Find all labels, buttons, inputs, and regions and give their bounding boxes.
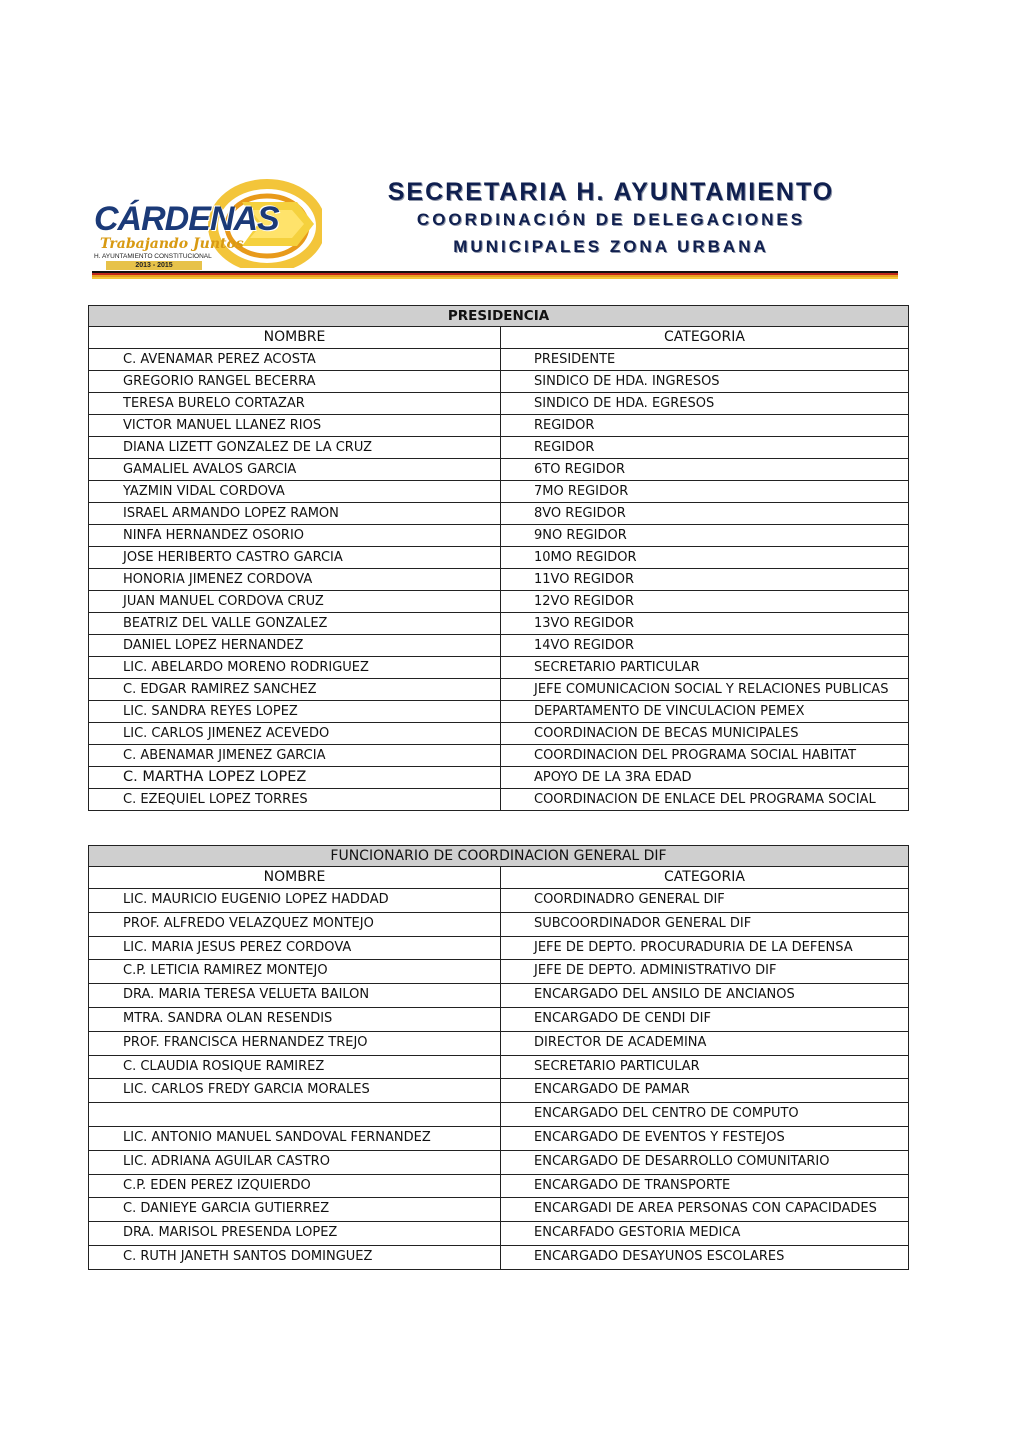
categoria-cell: COORDINACION DE ENLACE DEL PROGRAMA SOCIAL — [501, 789, 909, 811]
table-row — [89, 459, 909, 481]
table-row — [89, 745, 909, 767]
categoria-cell: 13VO REGIDOR — [501, 613, 909, 635]
nombre-cell: MTRA. SANDRA OLAN RESENDIS — [89, 1007, 501, 1031]
categoria-cell: REGIDOR — [501, 415, 909, 437]
nombre-cell: TERESA BURELO CORTAZAR — [89, 393, 501, 415]
table-row — [89, 503, 909, 525]
categoria-cell: 11VO REGIDOR — [501, 569, 909, 591]
table-row — [89, 1126, 909, 1150]
nombre-cell: GREGORIO RANGEL BECERRA — [89, 371, 501, 393]
categoria-cell: REGIDOR — [501, 437, 909, 459]
categoria-cell: ENCARGADO DE EVENTOS Y FESTEJOS — [501, 1126, 909, 1150]
table-row — [89, 1007, 909, 1031]
table-row — [89, 1174, 909, 1198]
categoria-cell: SUBCOORDINADOR GENERAL DIF — [501, 912, 909, 936]
presidencia-table — [88, 305, 909, 811]
table-row — [89, 437, 909, 459]
categoria-cell: ENCARGADI DE AREA PERSONAS CON CAPACIDADES — [501, 1198, 909, 1222]
table-row — [89, 393, 909, 415]
nombre-cell: GAMALIEL AVALOS GARCIA — [89, 459, 501, 481]
nombre-cell: JUAN MANUEL CORDOVA CRUZ — [89, 591, 501, 613]
categoria-cell: ENCARGADO DEL ANSILO DE ANCIANOS — [501, 984, 909, 1008]
table-row — [89, 723, 909, 745]
logo-wordmark: CÁRDENAS — [94, 200, 279, 238]
nombre-cell: C. ABENAMAR JIMENEZ GARCIA — [89, 745, 501, 767]
table-row — [89, 701, 909, 723]
nombre-cell: BEATRIZ DEL VALLE GONZALEZ — [89, 613, 501, 635]
table-row — [89, 657, 909, 679]
nombre-cell: ISRAEL ARMANDO LOPEZ RAMON — [89, 503, 501, 525]
page-title: SECRETARIA H. AYUNTAMIENTO — [387, 178, 835, 206]
categoria-cell: APOYO DE LA 3RA EDAD — [501, 767, 909, 789]
categoria-cell: JEFE COMUNICACION SOCIAL Y RELACIONES PUBLICAS — [501, 679, 909, 701]
nombre-cell: NINFA HERNANDEZ OSORIO — [89, 525, 501, 547]
nombre-cell: C. EZEQUIEL LOPEZ TORRES — [89, 789, 501, 811]
categoria-cell: COORDINADRO GENERAL DIF — [501, 889, 909, 913]
dif-title: FUNCIONARIO DE COORDINACION GENERAL DIF — [89, 846, 909, 867]
categoria-cell: JEFE DE DEPTO. ADMINISTRATIVO DIF — [501, 960, 909, 984]
categoria-cell: DEPARTAMENTO DE VINCULACION PEMEX — [501, 701, 909, 723]
column-header-nombre: NOMBRE — [89, 867, 501, 889]
table-row — [89, 789, 909, 811]
rule-yellow — [92, 277, 898, 279]
nombre-cell — [89, 1103, 501, 1127]
table-row — [89, 371, 909, 393]
column-header-categoria: CATEGORIA — [501, 327, 909, 349]
table-row — [89, 525, 909, 547]
table-row — [89, 415, 909, 437]
nombre-cell: HONORIA JIMENEZ CORDOVA — [89, 569, 501, 591]
nombre-cell: LIC. MARIA JESUS PEREZ CORDOVA — [89, 936, 501, 960]
table-row — [89, 569, 909, 591]
table-row — [89, 591, 909, 613]
table-row — [89, 679, 909, 701]
nombre-cell: PROF. ALFREDO VELAZQUEZ MONTEJO — [89, 912, 501, 936]
table-row — [89, 1150, 909, 1174]
table-row — [89, 960, 909, 984]
table-row — [89, 1055, 909, 1079]
categoria-cell: SINDICO DE HDA. EGRESOS — [501, 393, 909, 415]
document-header — [92, 172, 898, 272]
page-subtitle-line2: MUNICIPALES ZONA URBANA — [453, 237, 769, 256]
nombre-cell: C. DANIEYE GARCIA GUTIERREZ — [89, 1198, 501, 1222]
nombre-cell: LIC. SANDRA REYES LOPEZ — [89, 701, 501, 723]
categoria-cell: 10MO REGIDOR — [501, 547, 909, 569]
table-row — [89, 912, 909, 936]
categoria-cell: SECRETARIO PARTICULAR — [501, 657, 909, 679]
categoria-cell: SECRETARIO PARTICULAR — [501, 1055, 909, 1079]
table-row — [89, 635, 909, 657]
nombre-cell: YAZMIN VIDAL CORDOVA — [89, 481, 501, 503]
header-color-rule — [92, 271, 898, 279]
table-row — [89, 984, 909, 1008]
column-header-nombre: NOMBRE — [89, 327, 501, 349]
categoria-cell: JEFE DE DEPTO. PROCURADURIA DE LA DEFENSA — [501, 936, 909, 960]
table-row — [89, 1103, 909, 1127]
dif-rows — [89, 889, 909, 1270]
nombre-cell: C. CLAUDIA ROSIQUE RAMIREZ — [89, 1055, 501, 1079]
categoria-cell: COORDINACION DEL PROGRAMA SOCIAL HABITAT — [501, 745, 909, 767]
categoria-cell: ENCARGADO DE DESARROLLO COMUNITARIO — [501, 1150, 909, 1174]
nombre-cell: LIC. ADRIANA AGUILAR CASTRO — [89, 1150, 501, 1174]
nombre-cell: LIC. ANTONIO MANUEL SANDOVAL FERNANDEZ — [89, 1126, 501, 1150]
table-row — [89, 936, 909, 960]
categoria-cell: 12VO REGIDOR — [501, 591, 909, 613]
table-row — [89, 889, 909, 913]
table-row — [89, 767, 909, 789]
nombre-cell: LIC. MAURICIO EUGENIO LOPEZ HADDAD — [89, 889, 501, 913]
nombre-cell: C. MARTHA LOPEZ LOPEZ — [89, 767, 501, 789]
categoria-cell: ENCARGADO DEL CENTRO DE COMPUTO — [501, 1103, 909, 1127]
table-row — [89, 547, 909, 569]
nombre-cell: PROF. FRANCISCA HERNANDEZ TREJO — [89, 1031, 501, 1055]
presidencia-title: PRESIDENCIA — [89, 306, 909, 327]
categoria-cell: SINDICO DE HDA. INGRESOS — [501, 371, 909, 393]
nombre-cell: C. AVENAMAR PEREZ ACOSTA — [89, 349, 501, 371]
nombre-cell: C.P. LETICIA RAMIREZ MONTEJO — [89, 960, 501, 984]
table-row — [89, 1198, 909, 1222]
nombre-cell: LIC. ABELARDO MORENO RODRIGUEZ — [89, 657, 501, 679]
dif-table — [88, 845, 909, 1270]
nombre-cell: DRA. MARISOL PRESENDA LOPEZ — [89, 1222, 501, 1246]
page-subtitle-line1: COORDINACIÓN DE DELEGACIONES — [416, 210, 806, 229]
nombre-cell: JOSE HERIBERTO CASTRO GARCIA — [89, 547, 501, 569]
nombre-cell: C. RUTH JANETH SANTOS DOMINGUEZ — [89, 1245, 501, 1269]
column-header-categoria: CATEGORIA — [501, 867, 909, 889]
table-row — [89, 1222, 909, 1246]
table-row — [89, 613, 909, 635]
logo-slogan: Trabajando Juntos — [100, 236, 244, 252]
categoria-cell: 14VO REGIDOR — [501, 635, 909, 657]
logo-years: 2013 - 2015 — [106, 261, 202, 270]
categoria-cell: ENCARFADO GESTORIA MEDICA — [501, 1222, 909, 1246]
cardenas-logo — [92, 176, 322, 268]
categoria-cell: ENCARGADO DE TRANSPORTE — [501, 1174, 909, 1198]
header-titles — [324, 178, 898, 257]
categoria-cell: 8VO REGIDOR — [501, 503, 909, 525]
nombre-cell: DIANA LIZETT GONZALEZ DE LA CRUZ — [89, 437, 501, 459]
categoria-cell: PRESIDENTE — [501, 349, 909, 371]
nombre-cell: C. EDGAR RAMIREZ SANCHEZ — [89, 679, 501, 701]
nombre-cell: DRA. MARIA TERESA VELUETA BAILON — [89, 984, 501, 1008]
presidencia-rows — [89, 349, 909, 811]
categoria-cell: ENCARGADO DE PAMAR — [501, 1079, 909, 1103]
categoria-cell: 7MO REGIDOR — [501, 481, 909, 503]
categoria-cell: 9NO REGIDOR — [501, 525, 909, 547]
nombre-cell: LIC. CARLOS JIMENEZ ACEVEDO — [89, 723, 501, 745]
categoria-cell: ENCARGADO DESAYUNOS ESCOLARES — [501, 1245, 909, 1269]
categoria-cell: DIRECTOR DE ACADEMINA — [501, 1031, 909, 1055]
nombre-cell: VICTOR MANUEL LLANEZ RIOS — [89, 415, 501, 437]
logo-institution: H. AYUNTAMIENTO CONSTITUCIONAL — [94, 253, 212, 260]
table-row — [89, 1031, 909, 1055]
nombre-cell: C.P. EDEN PEREZ IZQUIERDO — [89, 1174, 501, 1198]
table-row — [89, 1245, 909, 1269]
categoria-cell: COORDINACION DE BECAS MUNICIPALES — [501, 723, 909, 745]
categoria-cell: 6TO REGIDOR — [501, 459, 909, 481]
table-row — [89, 481, 909, 503]
table-row — [89, 1079, 909, 1103]
categoria-cell: ENCARGADO DE CENDI DIF — [501, 1007, 909, 1031]
nombre-cell: DANIEL LOPEZ HERNANDEZ — [89, 635, 501, 657]
table-row — [89, 349, 909, 371]
nombre-cell: LIC. CARLOS FREDY GARCIA MORALES — [89, 1079, 501, 1103]
